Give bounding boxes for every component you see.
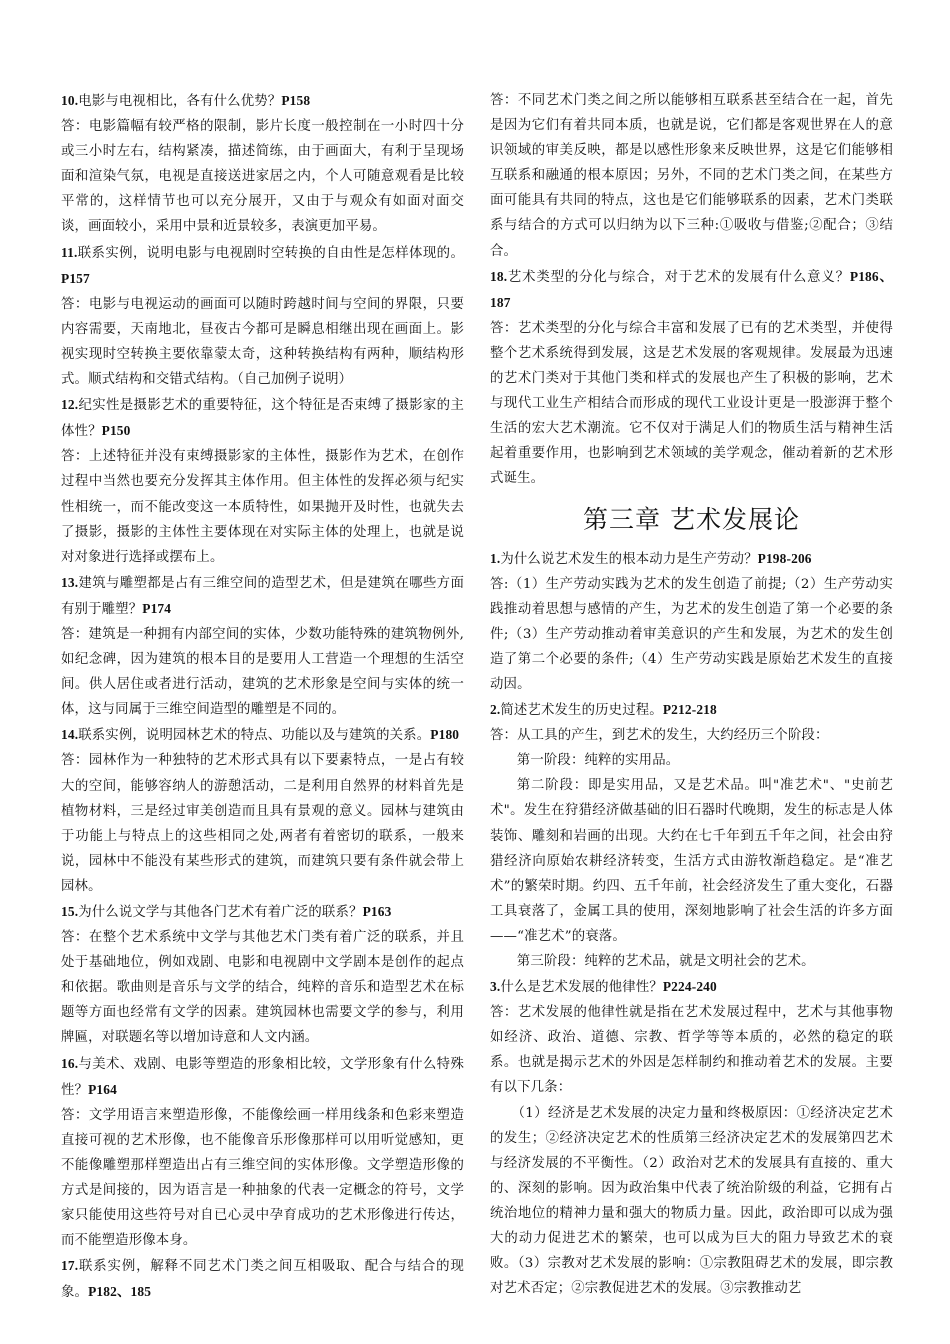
question-number: 10. (61, 93, 79, 108)
question (61, 570, 464, 622)
question-number: 11. (61, 244, 78, 260)
page-reference: P157 (61, 270, 90, 286)
answer-paragraph: 答：电影与电视运动的画面可以随时跨越时间与空间的界限，只要内容需要，天南地北，昼夜古今都可是瞬息相继出现在画面上。影视实现时空转换主要依靠蒙太奇，这种转换结构有两种，顺结构形式。顺式结构和交错式结构。（自己加例子说明） (61, 296, 464, 388)
question-text: 什么是艺术发展的他律性？ (500, 980, 663, 996)
right-after-chapter (490, 546, 893, 1302)
answer-paragraph: 答：建筑是一种拥有内部空间的实体，少数功能特殊的建筑物例外,如纪念碑，因为建筑的根本目的是要用人工营造一个理想的生活空间。供人居住或者进行活动，建筑的艺术形象是空间与实体的统一体，这与同属于三维空间造型的雕塑是不同的。 (61, 626, 464, 718)
question-number: 15. (61, 904, 79, 919)
question-text: 与美术、戏剧、电影等塑造的形象相比较，文学形象有什么特殊性？ (61, 1056, 464, 1098)
answer-paragraph: 答：艺术类型的分化与综合丰富和发展了已有的艺术类型，并使得整个艺术系统得到发展，这是艺术发展的客观规律。发展最为迅速的艺术门类对于其他门类和样式的发展也产生了积极的影响，艺术与现代工业生产相结合而形成的现代工业设计更是一股澎湃于整个生活的宏大艺术潮流。它不仅对于满足人们的物质生活与精神生活起着重要作用，也影响到艺术领域的美学观念，催动着新的艺术形式诞生。 (490, 320, 893, 487)
page-reference: P163 (362, 904, 392, 919)
question-number: 17. (61, 1258, 79, 1274)
question (61, 88, 464, 114)
page-reference: P150 (101, 423, 131, 439)
answer-paragraph: 答：艺术发展的他律性就是指在艺术发展过程中，艺术与其他事物如经济、政治、道德、宗教、哲学等等本质的，必然的稳定的联系。也就是揭示艺术的外因是怎样制约和推动着艺术的发展。主要有以下几条： (490, 1005, 893, 1096)
question-text: 纪实性是摄影艺术的重要特征，这个特征是否束缚了摄影家的主体性？ (61, 398, 464, 440)
page-reference: P158 (281, 93, 311, 108)
question-text: 电影与电视相比，各有什么优势？ (78, 94, 282, 109)
answer-paragraph: 答:（1）生产劳动实践为艺术的发生创造了前提;（2）生产劳动实践推动着思想与感情的产生，为艺术的发生创造了第一个必要的条件;（3）生产劳动推动着审美意识的产生和发展，为艺术的发生创造了第二个必要的条件;（4）生产劳动实践是原始艺术发生的直接动因。 (490, 576, 893, 692)
answer-paragraph: 答：文学用语言来塑造形像，不能像绘画一样用线条和色彩来塑造直接可视的艺术形像，也不能像音乐形像那样可以用听觉感知，更不能像雕塑那样塑造出占有三维空间的实体形像。文学塑造形像的方式是间接的，因为语言是一种抽象的代表一定概念的符号，文学家只能使用这些符号对自已心灵中孕育成功的艺术形像进行传达，而不能塑造形像本身。 (61, 1107, 464, 1249)
question-number: 14. (61, 727, 79, 743)
question (61, 240, 464, 292)
question-text: 简述艺术发生的历史过程。 (500, 703, 663, 719)
question (61, 1051, 464, 1103)
question (490, 546, 893, 572)
right-before-chapter (490, 88, 893, 492)
question-number: 1. (490, 550, 501, 566)
question-text: 为什么说文学与其他各门艺术有着广泛的联系？ (78, 905, 363, 920)
answer-paragraph: 第二阶段：即是实用品，又是艺术品。叫"准艺术"、"史前艺术"。发生在狩猎经济做基础的旧石器时代晚期，发生的标志是人体装饰、雕刻和岩画的出现。大约在七千年到五千年之间，社会由狩猎经济向原始农耕经济转变，生活方式由游牧渐趋稳定。是“准艺术”的繁荣时期。约四、五千年前，社会经济发生了重大变化，石器工具衰落了，金属工具的使用，深刻地影响了社会生活的许多方面——“准艺术”的衰落。 (490, 778, 893, 944)
right-column (490, 88, 893, 1301)
page-reference: P174 (142, 600, 172, 616)
question (61, 1253, 464, 1305)
answer-paragraph: 第三阶段：纯粹的艺术品，就是文明社会的艺术。 (516, 954, 815, 969)
question-text: 建筑与雕塑都是占有三维空间的造型艺术，但是建筑在哪些方面有别于雕塑？ (61, 575, 464, 617)
answer-paragraph: 答：园林作为一种独特的艺术形式具有以下要素特点，一是占有较大的空间，能够容纳人的游憩活动，二是利用自然界的材料首先是植物材料，三是经过审美创造而且具有景观的意义。园林与建筑由于功能上与特点上的这些相同之处,两者有着密切的联系，一般来说，园林中不能没有某些形式的建筑，而建筑只要有条件就会带上园林。 (61, 753, 464, 894)
page-reference: P186、187 (490, 268, 893, 310)
question-text: 联系实例，说明园林艺术的特点、功能以及与建筑的关系。 (78, 728, 431, 744)
answer-paragraph: 答：在整个艺术系统中文学与其他艺术门类有着广泛的联系，并且处于基础地位，例如戏剧、电影和电视剧中文学剧本是创作的起点和依据。歌曲则是音乐与文学的结合，纯粹的音乐和造型艺术在标题等方面也经常有文学的因素。建筑园林也需要文学的参与，利用牌匾，对联题名等以增加诗意和人文内涵。 (61, 930, 464, 1046)
question-number: 3. (490, 979, 501, 995)
chapter-title: 第三章 艺术发展论 (583, 504, 800, 534)
left-column (61, 88, 464, 1306)
answer-paragraph: （1）经济是艺术发展的决定力量和终极原因：①经济决定艺术的发生；②经济决定艺术的性质第三经济决定艺术的发展第四艺术与经济发展的不平衡性。（2）政治对艺术的发展具有直接的、重大的、深刻的影响。因为政治集中代表了统治阶级的利益，它拥有占统治地位的精神力量和强大的物质力量。因此，政治即可以成为强大的动力促进艺术的繁荣，也可以成为巨大的阻力导致艺术的衰败。（3）宗教对艺术发展的影响：①宗教阻碍艺术的发展，即宗教对艺术否定；②宗教促进艺术的发展。③宗教推动艺 (490, 1105, 893, 1297)
page-reference: P164 (88, 1081, 117, 1097)
question (61, 899, 464, 925)
page-reference: P198-206 (757, 550, 812, 566)
page-reference: P212-218 (662, 702, 717, 718)
page-reference: P180 (430, 727, 460, 743)
question-text: 为什么说艺术发生的根本动力是生产劳动？ (500, 551, 758, 567)
question-text: 联系实例，解释不同艺术门类之间互相吸取、配合与结合的现象。 (61, 1259, 464, 1301)
question-text: 联系实例，说明电影与电视剧时空转换的自由性是怎样体现的。 (77, 245, 464, 261)
question-number: 12. (61, 397, 79, 413)
question-text: 艺术类型的分化与综合，对于艺术的发展有什么意义？ (507, 269, 850, 285)
page-reference: P182、185 (88, 1284, 152, 1300)
answer-paragraph: 第一阶段：纯粹的实用品。 (516, 753, 680, 769)
question (490, 974, 893, 1000)
answer-paragraph: 答：从工具的产生，到艺术的发生，大约经历三个阶段： (490, 728, 829, 744)
question-number: 2. (490, 702, 501, 718)
answer-paragraph: 答：上述特征并没有束缚摄影家的主体性，摄影作为艺术，在创作过程中当然也要充分发挥其主体作用。但主体性的发挥必须与纪实性相统一，而不能改变这一本质特性，如果抛开及时性，也就失去了摄影，摄影的主体性主要体现在对实际主体的处理上，也就是说对对象进行选择或摆布上。 (61, 449, 464, 565)
answer-paragraph: 答：电影篇幅有较严格的限制，影片长度一般控制在一小时四十分或三小时左右，结构紧凑，描述简练，由于画面大，有利于呈现场面和渲染气氛，电视是直接送进家居之内，个人可随意观看是比较平常的，这样情节也可以充分展开，又由于与观众有如面对面交谈，画面较小，采用中景和近景较多，表演更加平易。 (61, 119, 464, 235)
page-reference: P224-240 (662, 979, 717, 995)
question (61, 392, 464, 444)
question (490, 264, 893, 316)
question-number: 18. (490, 268, 508, 284)
question (490, 697, 893, 723)
question-number: 13. (61, 574, 79, 590)
question-number: 16. (61, 1055, 79, 1071)
answer-paragraph: 答：不同艺术门类之间之所以能够相互联系甚至结合在一起，首先是因为它们有着共同本质，也就是说，它们都是客观世界在人的意识领域的审美反映，都是以感性形象来反映世界，这是它们能够相互联系和融通的根本原因；另外，不同的艺术门类之间，在某些方面可能具有共同的特点，这也是它们能够联系的因素，艺术门类联系与结合的方式可以归纳为以下三种:①吸收与借鉴;②配合；③结合。 (490, 93, 893, 259)
question (61, 722, 464, 748)
